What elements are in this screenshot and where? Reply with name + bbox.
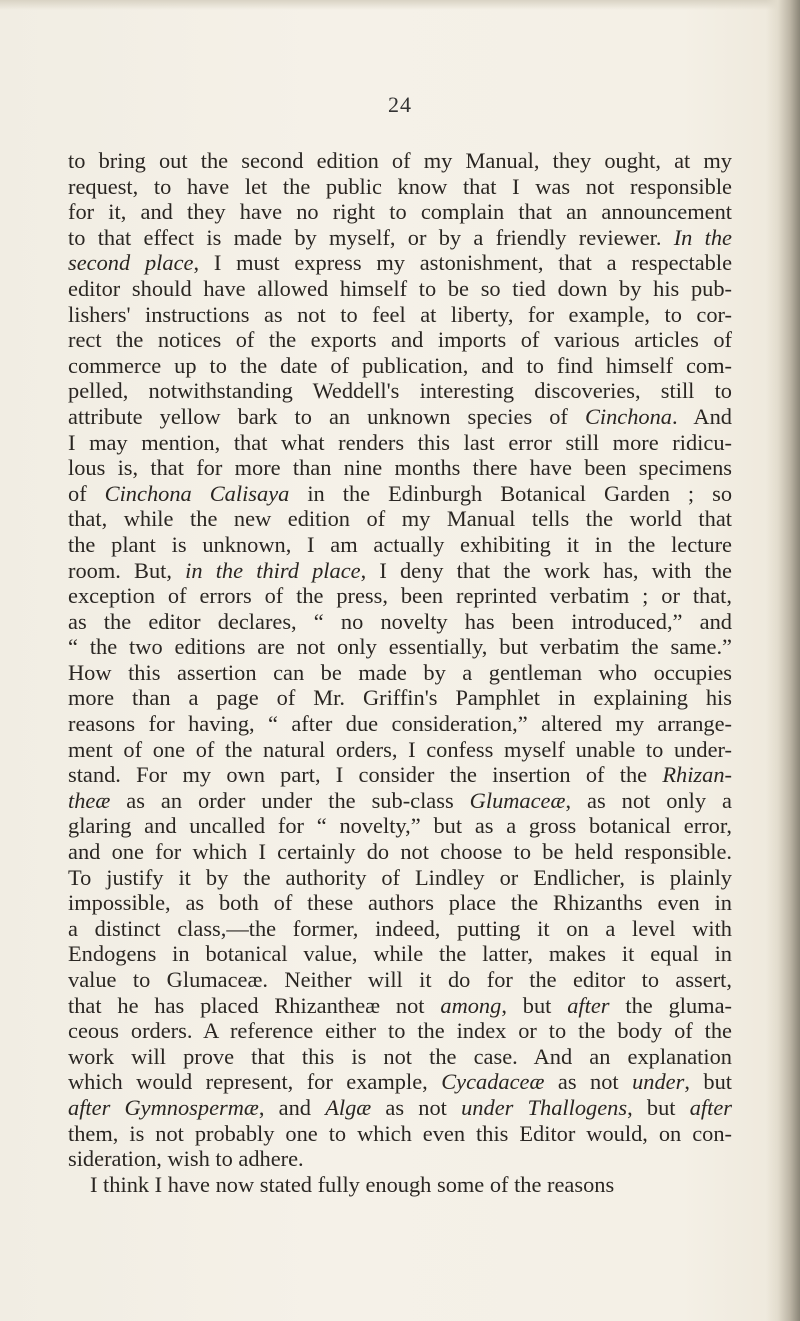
text-segment: and one for which I certainly do not choose to be held responsible.: [68, 839, 732, 865]
text-segment: , and: [258, 1094, 326, 1120]
text-segment: , I deny that the work has, with the: [360, 557, 732, 583]
text-line: [68, 148, 732, 174]
text-segment: ment of one of the natural orders, I confess myself unable to under-: [68, 736, 732, 762]
text-line: [68, 199, 732, 225]
text-line: [68, 481, 732, 507]
text-segment: room. But,: [68, 557, 186, 583]
text-segment: How this assertion can be made by a gentleman who occupies: [68, 659, 732, 685]
italic-text: Cinchona Calisaya: [104, 480, 290, 506]
text-line: [68, 788, 732, 814]
text-line: [68, 813, 732, 839]
italic-text: Cinchona: [584, 403, 673, 429]
text-segment: that he has placed Rhizantheæ not: [68, 992, 441, 1018]
text-segment: ceous orders. A reference either to the index or to the body of the: [68, 1018, 732, 1044]
italic-text: after: [567, 992, 610, 1018]
text-segment: as an order under the sub-class: [110, 787, 470, 813]
text-line: [68, 302, 732, 328]
text-segment: , as not only a: [565, 787, 732, 813]
text-line: [68, 711, 732, 737]
text-segment: stand. For my own part, I consider the insertion of the: [68, 762, 663, 788]
text-segment: value to Glumaceæ. Neither will it do for the editor to assert,: [68, 967, 732, 992]
text-segment: them, is not probably one to which even this Editor would, on con-: [68, 1120, 732, 1146]
text-line: [68, 941, 732, 967]
text-segment: , but: [684, 1069, 732, 1095]
text-line: [68, 174, 732, 200]
italic-text: theæ: [68, 787, 111, 813]
text-line: [68, 1018, 732, 1044]
text-segment: impossible, as both of these authors place the Rhizanths even in: [68, 890, 732, 916]
text-segment: reasons for having, “ after due consideration,” altered my arrange-: [68, 711, 732, 737]
body-text: [68, 148, 732, 1197]
text-segment: attribute yellow bark to an unknown species of: [68, 403, 585, 429]
text-segment: which would represent, for example,: [68, 1069, 442, 1095]
page-number: 24: [388, 92, 412, 117]
text-segment: I may mention, that what renders this last error still more ridicu-: [68, 429, 732, 455]
italic-text: among: [440, 992, 502, 1018]
text-line: [68, 583, 732, 609]
text-segment: of: [68, 480, 105, 506]
text-segment: for it, and they have no right to complain that an announcement: [68, 199, 732, 225]
text-line: [68, 685, 732, 711]
text-line: [68, 737, 732, 763]
text-line: [68, 762, 732, 788]
text-segment: I think I have now stated fully enough some of the reasons: [90, 1171, 615, 1197]
italic-text: Rhizan-: [662, 762, 732, 788]
text-line: [68, 506, 732, 532]
text-segment: more than a page of Mr. Griffin's Pamphlet in explaining his: [68, 685, 732, 711]
italic-text: Cycadaceæ: [441, 1069, 545, 1095]
text-segment: rect the notices of the exports and imports of various articles of: [68, 327, 732, 353]
text-line: [68, 1172, 732, 1198]
italic-text: Algæ: [325, 1094, 372, 1120]
italic-text: In the: [673, 224, 732, 250]
text-segment: as the editor declares, “ no novelty has been introduced,” and: [68, 608, 732, 634]
italic-text: second place: [68, 250, 194, 276]
text-line: [68, 1044, 732, 1070]
text-segment: exception of errors of the press, been reprinted verbatim ; or that,: [68, 583, 732, 609]
text-segment: , but: [501, 992, 568, 1018]
text-segment: to bring out the second edition of my Manual, they ought, at my: [68, 148, 732, 173]
text-segment: glaring and uncalled for “ novelty,” but as a gross botanical error,: [68, 813, 732, 839]
text-line: [68, 967, 732, 993]
text-segment: lous is, that for more than nine months there have been specimens: [68, 455, 732, 481]
text-segment: . And: [672, 403, 732, 429]
text-segment: To justify it by the authority of Lindley or Endlicher, is plainly: [68, 864, 732, 890]
text-segment: , I must express my astonishment, that a respectable: [193, 250, 733, 276]
text-line: [68, 839, 732, 865]
text-segment: commerce up to the date of publication, and to find himself com-: [68, 352, 732, 378]
text-line: [68, 404, 732, 430]
text-segment: as not: [544, 1069, 633, 1095]
italic-text: under: [632, 1069, 685, 1095]
text-line: [68, 1146, 732, 1172]
text-line: [68, 634, 732, 660]
text-line: [68, 993, 732, 1019]
text-segment: pelled, notwithstanding Weddell's interesting discoveries, still to: [68, 378, 732, 404]
text-line: [68, 865, 732, 891]
text-line: [68, 1121, 732, 1147]
italic-text: after: [689, 1094, 732, 1120]
text-line: [68, 276, 732, 302]
text-line: [68, 890, 732, 916]
text-segment: Endogens in botanical value, while the latter, makes it equal in: [68, 941, 732, 967]
italic-text: after Gymnospermæ: [68, 1094, 259, 1120]
text-line: [68, 532, 732, 558]
text-line: [68, 430, 732, 456]
text-segment: request, to have let the public know that I was not responsible: [68, 173, 732, 199]
text-segment: “ the two editions are not only essentially, but verbatim the same.”: [68, 634, 732, 660]
text-line: [68, 609, 732, 635]
italic-text: Glumaceæ: [469, 787, 566, 813]
text-segment: work will prove that this is not the case. And an explanation: [68, 1043, 732, 1069]
text-line: [68, 378, 732, 404]
italic-text: in the third place: [185, 557, 361, 583]
text-line: [68, 660, 732, 686]
text-segment: sideration, wish to adhere.: [68, 1146, 304, 1172]
text-segment: , but: [627, 1094, 690, 1120]
text-line: [68, 327, 732, 353]
text-segment: that, while the new edition of my Manual tells the world that: [68, 506, 732, 532]
page-binding-shadow: [766, 0, 800, 1321]
text-segment: as not: [371, 1094, 462, 1120]
text-segment: in the Edinburgh Botanical Garden ; so: [289, 480, 733, 506]
text-line: [68, 916, 732, 942]
text-line: [68, 1069, 732, 1095]
text-line: [68, 353, 732, 379]
italic-text: under Thallogens: [461, 1094, 628, 1120]
text-segment: editor should have allowed himself to be so tied down by his pub-: [68, 275, 732, 301]
text-line: [68, 250, 732, 276]
text-line: [68, 225, 732, 251]
text-line: [68, 558, 732, 584]
page-top-shadow: [0, 0, 800, 10]
text-segment: to that effect is made by myself, or by a friendly reviewer.: [68, 224, 674, 250]
text-segment: a distinct class,—the former, indeed, putting it on a level with: [68, 915, 732, 941]
text-segment: the plant is unknown, I am actually exhibiting it in the lecture: [68, 531, 732, 557]
text-line: [68, 455, 732, 481]
text-line: [68, 1095, 732, 1121]
text-segment: lishers' instructions as not to feel at liberty, for example, to cor-: [68, 301, 732, 327]
text-segment: the gluma-: [609, 992, 732, 1018]
